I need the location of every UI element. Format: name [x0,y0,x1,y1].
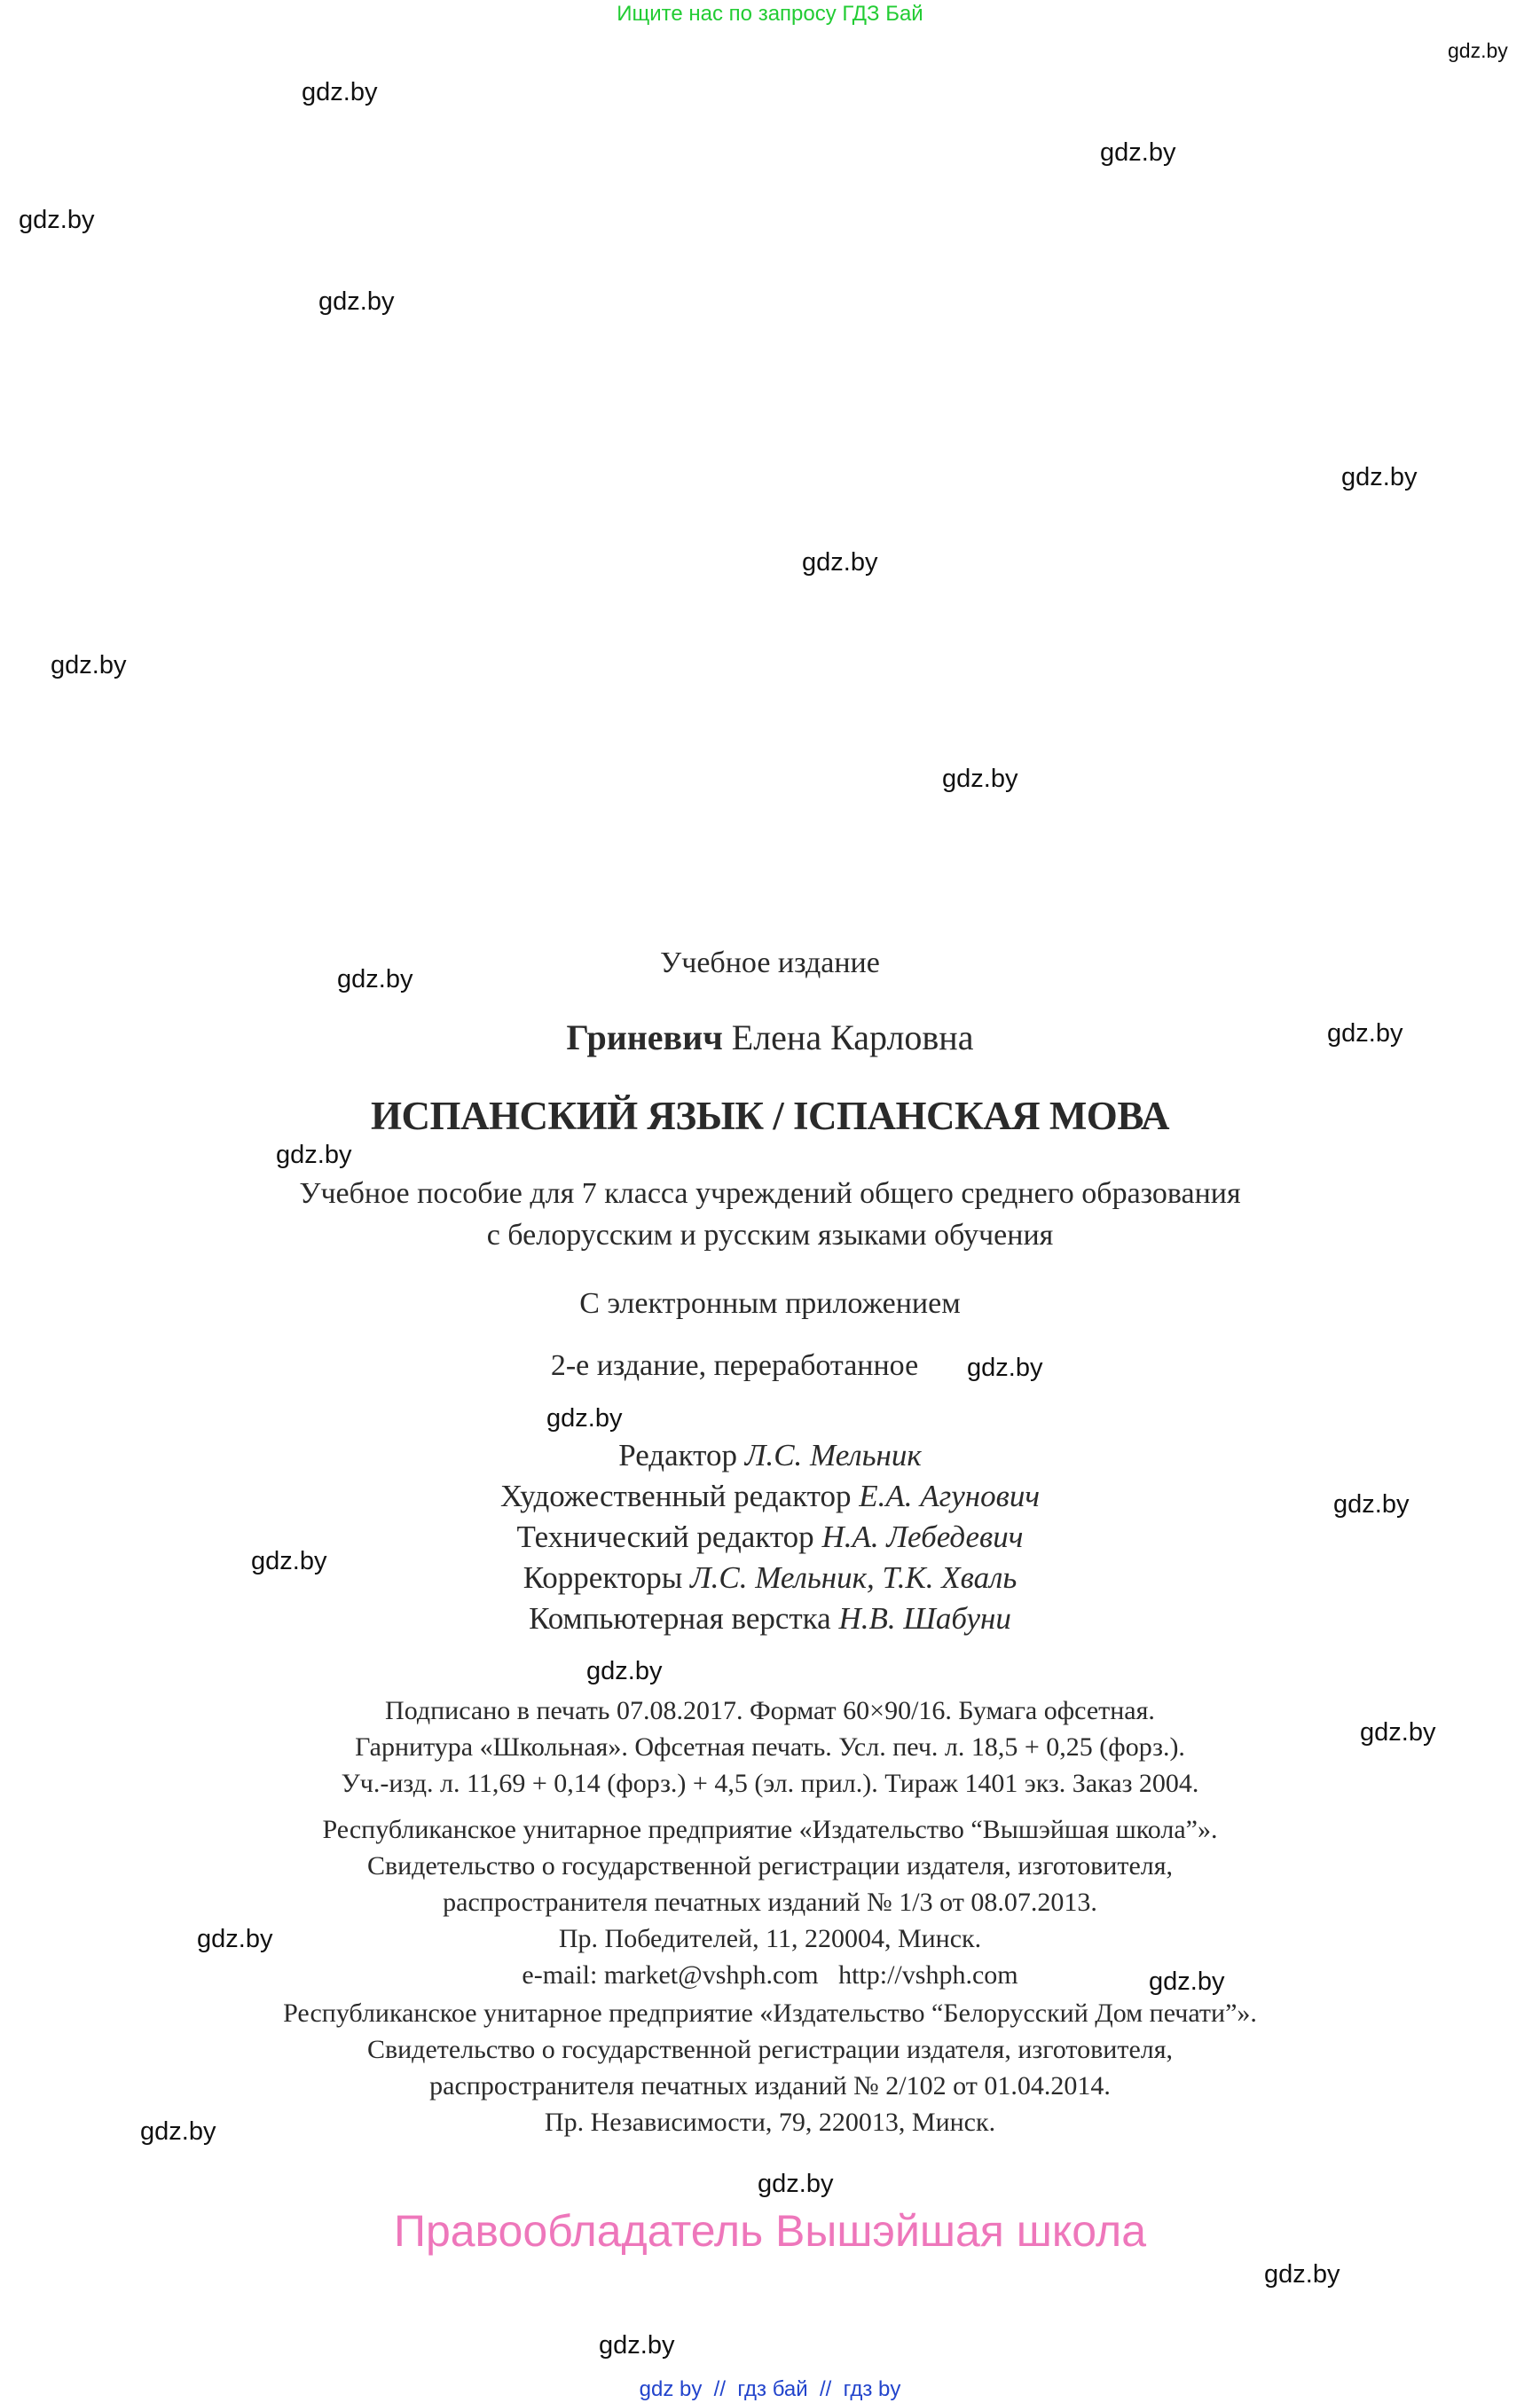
watermark: gdz.by [302,78,378,106]
printer-info [0,1995,1540,2140]
credits-list [0,1435,1540,1639]
watermark: gdz.by [276,1141,352,1169]
watermark: gdz.by [586,1657,663,1685]
rights-holder: Правообладатель Вышэйшая школа [394,2206,1146,2256]
watermark: gdz.by [19,206,95,234]
publisher-line: Республиканское унитарное предприятие «Издательство “Вышэйшая школа”». [322,1815,1218,1844]
watermark: gdz.by [599,2331,675,2360]
watermark: gdz.by [1100,138,1176,167]
search-banner: Ищите нас по запросу ГДЗ Бай [617,2,923,26]
subtitle-line-2: с белорусским и русским языками обучения [486,1219,1054,1252]
subtitle-line-1: Учебное пособие для 7 класса учреждений общего среднего образования [299,1177,1241,1210]
publisher-line: Пр. Победителей, 11, 220004, Минск. [558,1924,982,1953]
publisher-line: распространителя печатных изданий № 1/3 от 08.07.2013. [443,1888,1097,1917]
footer-links: gdz by // гдз бай // гдз by [639,2377,901,2401]
watermark: gdz.by [1448,39,1508,62]
watermark: gdz.by [758,2170,834,2198]
publisher-line: Свидетельство о государственной регистрации издателя, изготовителя, [366,1851,1174,1881]
author-name: Елена Карловна [731,1017,974,1057]
printer-line: Пр. Независимости, 79, 220013, Минск. [544,2108,996,2137]
credit-art-editor: Художественный редактор Е.А. Агунович [499,1479,1041,1513]
printer-line: распространителя печатных изданий № 2/102 от 01.04.2014. [429,2071,1111,2101]
edition-note: 2-е издание, переработанное [550,1349,919,1382]
author-surname: Гриневич [566,1017,723,1057]
edition-type: Учебное издание [660,946,880,979]
watermark: gdz.by [1333,1490,1410,1519]
watermark: gdz.by [1341,463,1418,491]
watermark: gdz.by [802,548,878,577]
watermark: gdz.by [51,651,127,679]
print-info-line: Подписано в печать 07.08.2017. Формат 60×90/16. Бумага офсетная. [385,1696,1155,1725]
watermark: gdz.by [1264,2260,1340,2289]
credit-editor: Редактор Л.С. Мельник [618,1438,922,1472]
watermark: gdz.by [197,1925,273,1953]
watermark: gdz.by [967,1354,1043,1382]
print-info-line: Уч.-изд. л. 11,69 + 0,14 (форз.) + 4,5 (эл. прил.). Тираж 1401 экз. Заказ 2004. [341,1769,1199,1798]
printer-line: Республиканское унитарное предприятие «Издательство “Белорусский Дом печати”». [283,1999,1257,2028]
printer-line: Свидетельство о государственной регистрации издателя, изготовителя, [366,2035,1174,2064]
supplement-note: С электронным приложением [579,1287,961,1320]
watermark: gdz.by [1149,1967,1225,1996]
watermark: gdz.by [337,965,413,993]
watermark: gdz.by [140,2117,216,2146]
publisher-info [0,1811,1540,1993]
author [0,1017,1540,1058]
publisher-contacts: e-mail: market@vshph.com http://vshph.com [522,1960,1018,1990]
watermark: gdz.by [1360,1718,1436,1747]
credit-tech-editor: Технический редактор Н.А. Лебедевич [516,1520,1024,1554]
credit-proofreaders: Корректоры Л.С. Мельник, Т.К. Хваль [522,1560,1018,1595]
watermark: gdz.by [942,765,1018,793]
print-info [0,1692,1540,1802]
print-info-line: Гарнитура «Школьная». Офсетная печать. Усл. печ. л. 18,5 + 0,25 (форз.). [355,1732,1185,1762]
watermark: gdz.by [1327,1019,1403,1048]
credit-layout: Компьютерная верстка Н.В. Шабуни [529,1601,1011,1636]
book-title: ИСПАНСКИЙ ЯЗЫК / ІСПАНСКАЯ МОВА [371,1094,1169,1138]
watermark: gdz.by [318,287,395,316]
watermark: gdz.by [546,1404,623,1433]
watermark: gdz.by [251,1547,327,1575]
